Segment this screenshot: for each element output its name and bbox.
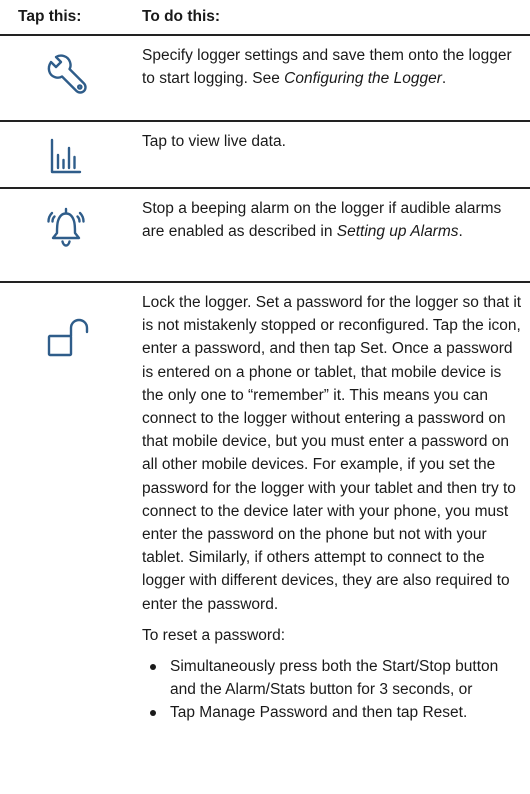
table-row-lock bbox=[0, 283, 530, 794]
row-description bbox=[142, 189, 530, 281]
link-configuring-the-logger: Configuring the Logger bbox=[284, 70, 442, 88]
lock-description: Lock the logger. Set a password for the logger so that it is not mistakenly stopped or reconfigured. Tap the icon, enter a password, and then tap Set. Once a password is entered on a phone or tablet, that mobile device is the only one to “remember” it. This means you can connect to the logger without entering a password on that mobile device, but you must enter a password on all other mobile devices. For example, if you set the password for the logger with your tablet and then try to connect to the device later with your phone, you must enter the password on the phone but not with your tablet. Similarly, if others attempt to connect to the logger with different devices, they are also required to enter the password. bbox=[142, 294, 522, 613]
row-description bbox=[142, 36, 530, 120]
row-text: Stop a beeping alarm on the logger if audible alarms are enabled as described in bbox=[142, 200, 502, 241]
wrench-icon[interactable] bbox=[44, 53, 88, 97]
list-item: Simultaneously press both the Start/Stop button and the Alarm/Stats button for 3 seconds, or bbox=[170, 655, 524, 701]
reset-password-heading: To reset a password: bbox=[142, 626, 286, 644]
table-header bbox=[0, 0, 530, 36]
reset-steps-list bbox=[142, 655, 524, 725]
link-setting-up-alarms: Setting up Alarms bbox=[336, 223, 459, 241]
table-row-live-data bbox=[0, 122, 530, 189]
row-description bbox=[142, 122, 530, 187]
row-description bbox=[142, 283, 530, 794]
open-padlock-icon[interactable] bbox=[44, 317, 92, 359]
icon-cell bbox=[0, 283, 142, 794]
table-row-settings bbox=[0, 36, 530, 122]
bar-chart-icon[interactable] bbox=[49, 136, 83, 176]
icon-cell bbox=[0, 122, 142, 187]
list-item: Tap Manage Password and then tap Reset. bbox=[170, 701, 524, 724]
icon-cell bbox=[0, 36, 142, 120]
icon-cell bbox=[0, 189, 142, 281]
row-text: Specify logger settings and save them onto the logger to start logging. See bbox=[142, 47, 512, 88]
row-text-end: . bbox=[441, 70, 447, 88]
row-text-end: . bbox=[458, 223, 463, 241]
table-row-alarm bbox=[0, 189, 530, 283]
row-text: Tap to view live data. bbox=[142, 133, 286, 150]
ringing-bell-icon[interactable] bbox=[44, 203, 88, 251]
header-to-do-this: To do this: bbox=[142, 8, 221, 25]
header-tap-this: Tap this: bbox=[18, 8, 82, 25]
